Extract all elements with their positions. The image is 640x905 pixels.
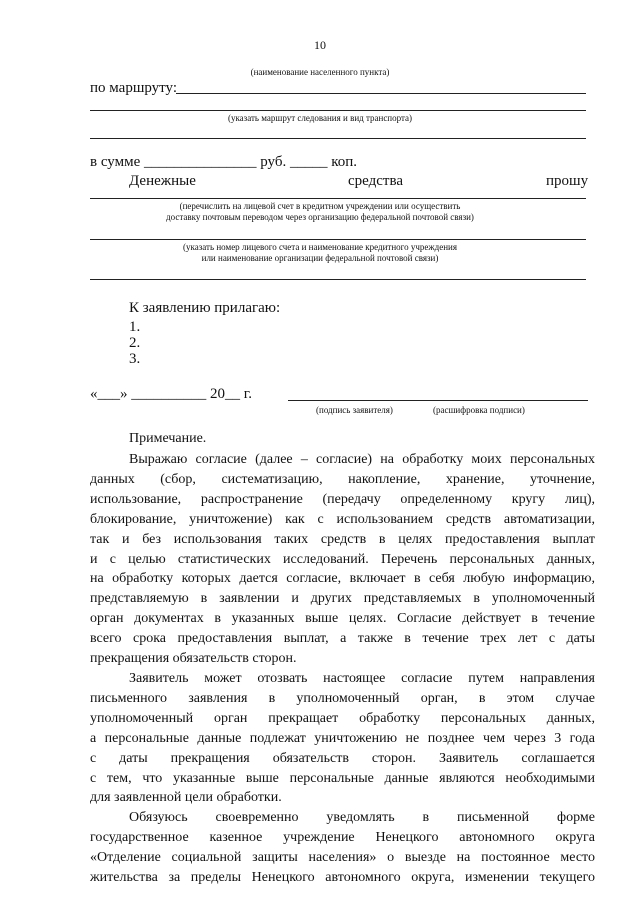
para1-line: прекращения обязательств сторон.	[90, 651, 297, 667]
para1-line: на обработку которых дается согласие, включает в себя любую информацию,	[90, 571, 595, 587]
account-field-line-2[interactable]	[90, 279, 586, 280]
attach-item-2: 2.	[129, 335, 141, 351]
para2-line: письменного заявления в уполномоченный орган, в этом случае	[90, 690, 595, 706]
para2-line: а персональные данные подлежат уничтожению не позднее чем через 3 года	[90, 730, 595, 746]
para2-line: с даты прекращения обязательств сторон. Заявитель соглашается	[90, 750, 595, 766]
transfer-field-line[interactable]	[90, 198, 586, 199]
money-word-3: прошу	[546, 173, 589, 189]
route-field-line-3[interactable]	[90, 138, 586, 139]
attach-heading: К заявлению прилагаю:	[129, 300, 281, 316]
para1-line: блокирование, уничтожение) как с использованием средств автоматизации,	[90, 511, 595, 527]
caption-account-2: или наименование организации федеральной почтовой связи)	[201, 253, 439, 263]
caption-signature: (подпись заявителя)	[316, 405, 393, 415]
para1-line: использование, распространение (передачу определенному кругу лиц),	[90, 491, 595, 507]
para1-line: представляемую в заявлении и других представляемых в уполномоченный	[90, 591, 595, 607]
para3-line: «Отделение социальной защиты населения» о выезде на постоянное место	[90, 849, 595, 865]
route-label: по маршруту:	[90, 80, 178, 96]
withdrawal-paragraph	[90, 669, 595, 808]
signature-field-line[interactable]	[288, 400, 588, 401]
caption-decoding: (расшифровка подписи)	[433, 405, 525, 415]
para2-line: Заявитель может отозвать настоящее согласие путем направления	[129, 671, 595, 686]
route-field-line-2[interactable]	[90, 110, 586, 111]
para2-line: с тем, что указанные выше персональные данные являются необходимыми	[90, 770, 595, 786]
sum-line: в сумме _______________ руб. _____ коп.	[90, 154, 358, 170]
caption-locality: (наименование населенного пункта)	[250, 67, 390, 77]
attach-item-3: 3.	[129, 351, 141, 367]
date-line: «___» __________ 20__ г.	[90, 386, 252, 402]
para1-line: данных (сбор, систематизацию, накопление, хранение, уточнение,	[90, 471, 595, 487]
caption-transfer-1: (перечислить на лицевой счет в кредитном учреждении или осуществить	[179, 201, 461, 211]
para1-line: Выражаю согласие (далее – согласие) на обработку моих персональных	[129, 452, 595, 467]
caption-route: (указать маршрут следования и вид транспорта)	[227, 113, 413, 123]
para1-line: орган документах в указанных выше целях. Согласие действует в течение	[90, 611, 595, 627]
account-field-line[interactable]	[90, 239, 586, 240]
para2-line: уполномоченный орган прекращает обработку персональных данных,	[90, 710, 595, 726]
money-word-1: Денежные	[129, 173, 196, 189]
attach-item-1: 1.	[129, 319, 141, 335]
caption-transfer-2: доставку почтовым переводом через организацию федеральной почтовой связи)	[166, 212, 474, 222]
obligation-paragraph	[90, 808, 595, 888]
para2-line: для заявленной цели обработки.	[90, 790, 282, 806]
route-field-line[interactable]	[176, 93, 586, 94]
note-title: Примечание.	[129, 431, 207, 446]
para3-line: Обязуюсь своевременно уведомлять в письменной форме	[129, 810, 595, 825]
para3-line: государственное казенное учреждение Ненецкого автономного округа	[90, 829, 595, 845]
money-word-2: средства	[348, 173, 404, 189]
para1-line: всего срока предоставления выплат, а также в течение трех лет с даты	[90, 631, 595, 647]
consent-paragraph	[90, 450, 595, 669]
para1-line: так и без использования таких средств в целях предоставления выплат	[90, 531, 595, 547]
page-number: 10	[314, 38, 326, 52]
para1-line: и с целью статистических исследований. Перечень персональных данных,	[90, 551, 595, 567]
caption-account-1: (указать номер лицевого счета и наименование кредитного учреждения	[183, 242, 457, 252]
para3-line: жительства за пределы Ненецкого автономного округа, изменении текущего	[90, 869, 595, 885]
